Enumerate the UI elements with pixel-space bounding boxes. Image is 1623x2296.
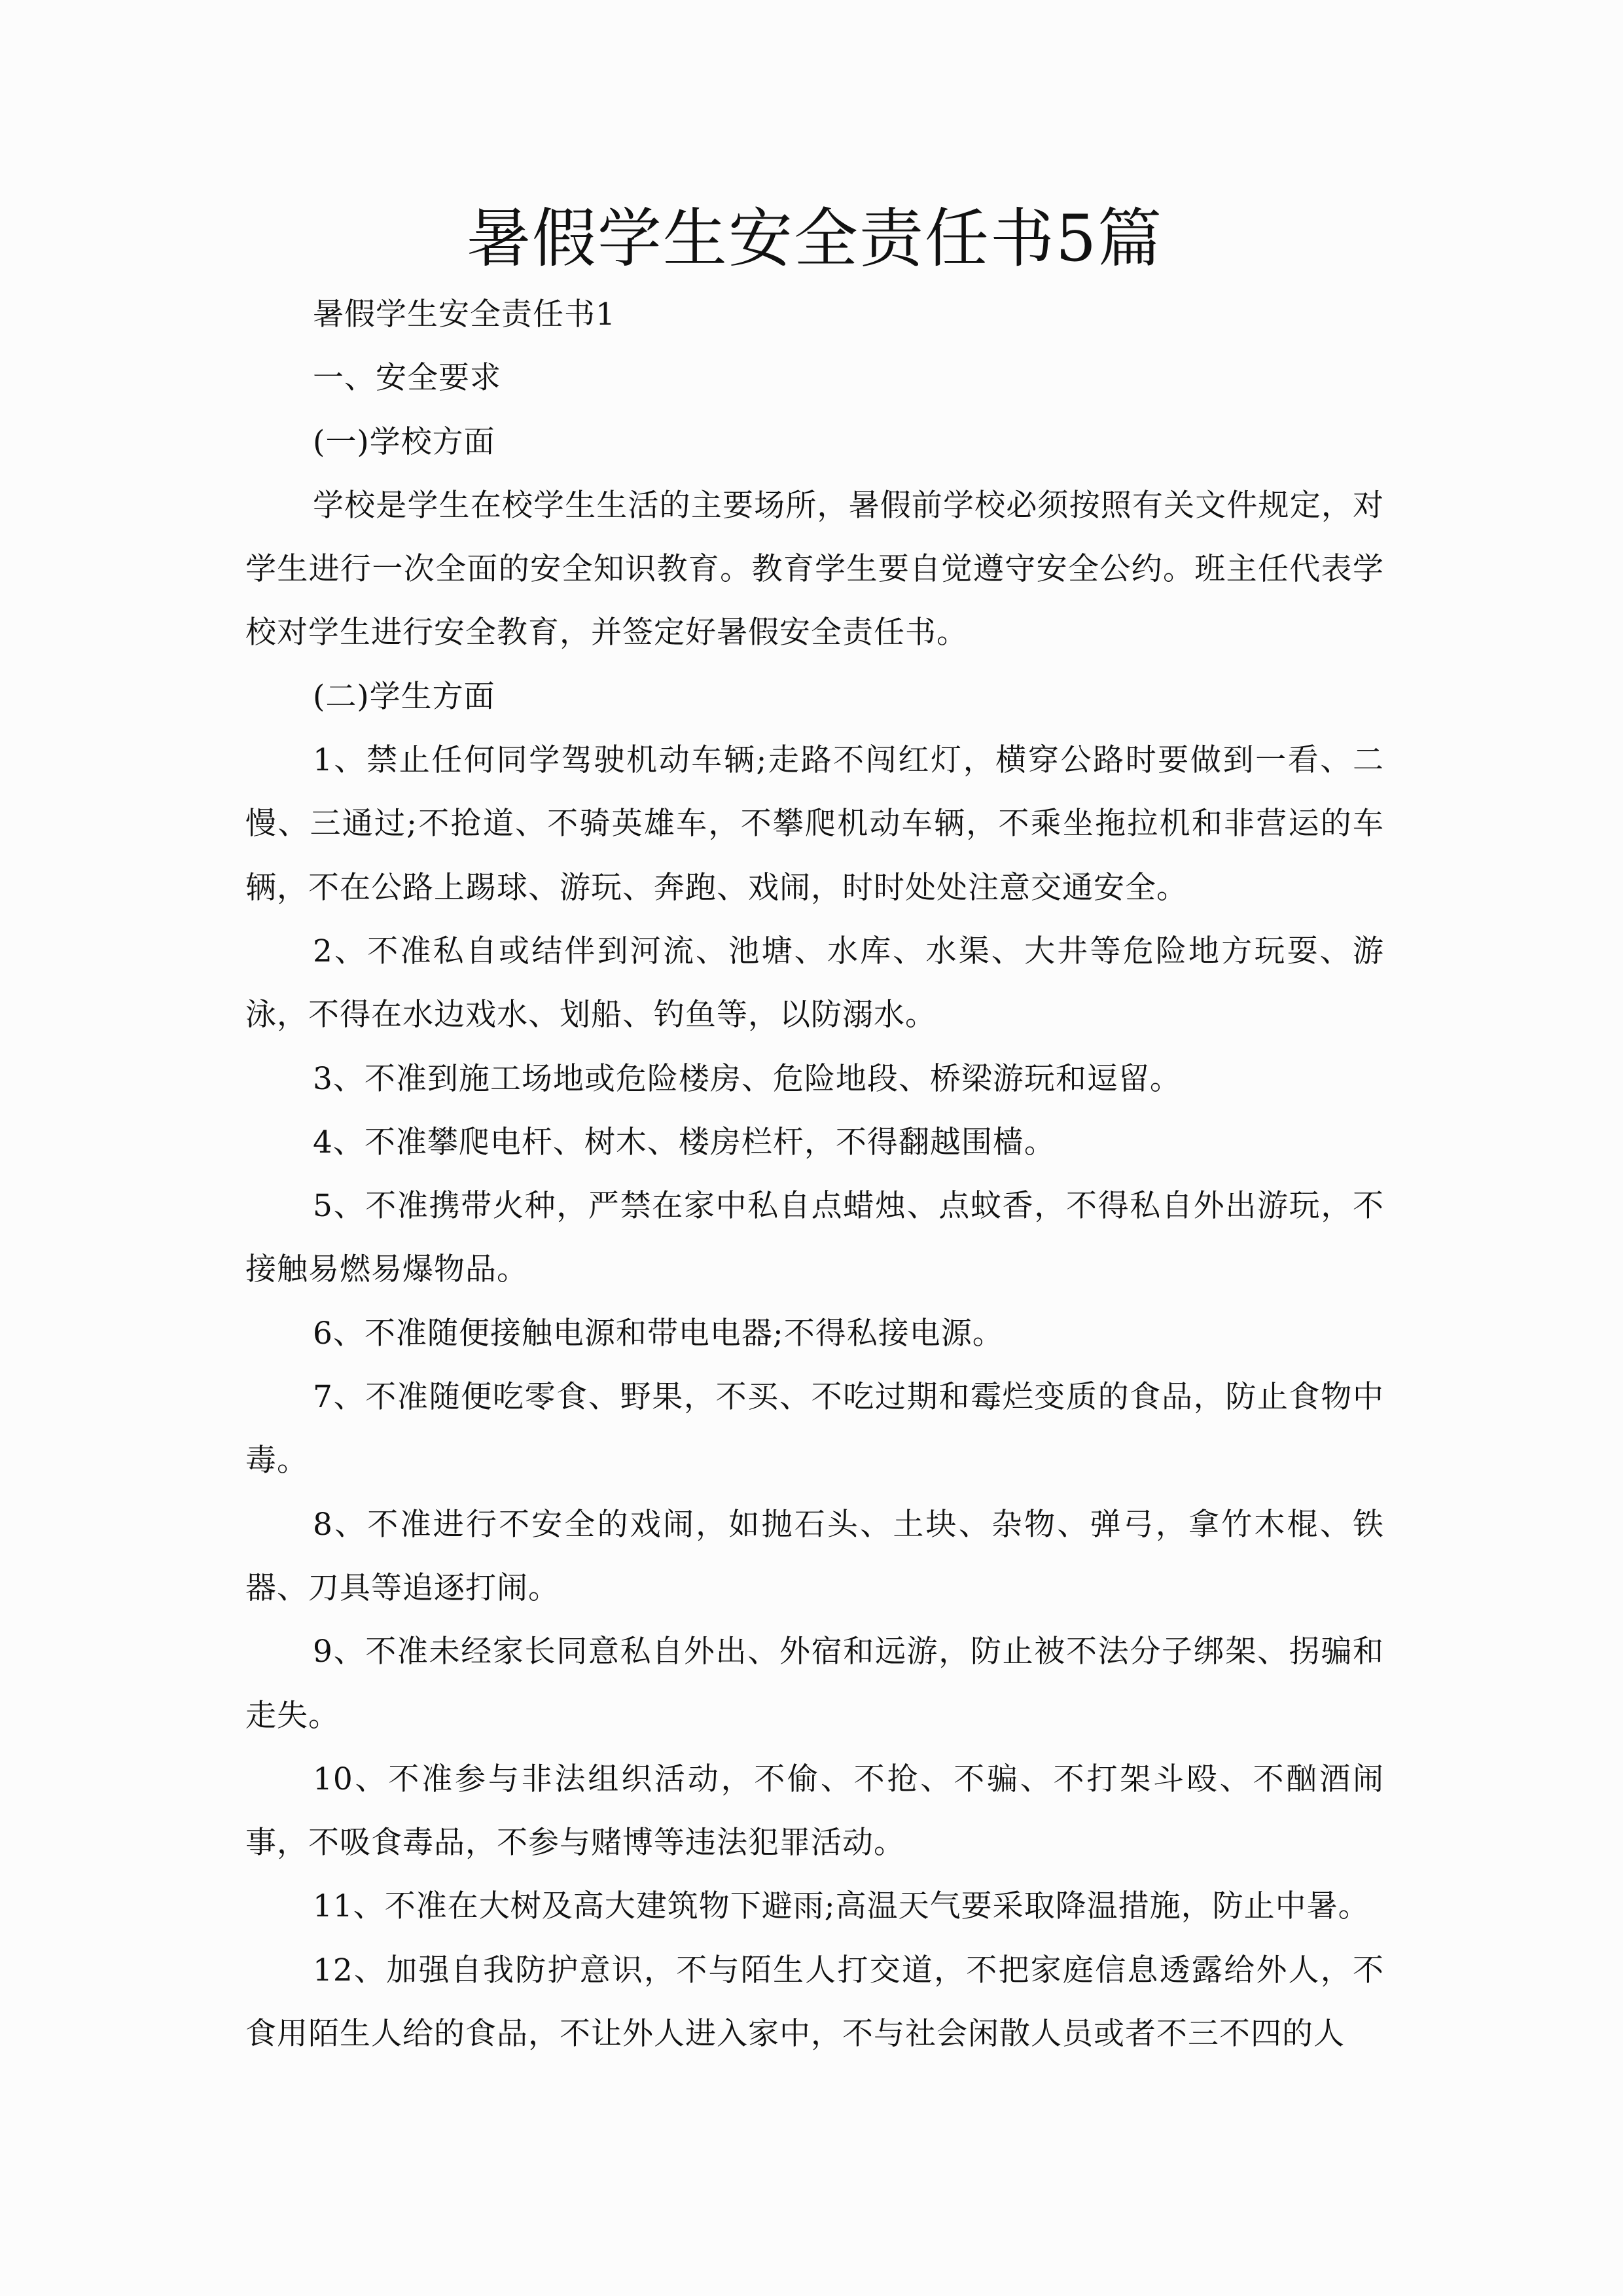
section-subtitle: 暑假学生安全责任书1	[313, 296, 616, 332]
rule-item-4: 4、不准攀爬电杆、树木、楼房栏杆，不得翻越围樯。	[313, 1124, 1056, 1160]
rule-item-10: 10、不准参与非法组织活动，不偷、不抢、不骗、不打架斗殴、不酗酒闹事，不吸食毒品，不参与赌博等违法犯罪活动。	[245, 1761, 1384, 1861]
subheading-student: (二)学生方面	[313, 678, 495, 715]
rule-item-9: 9、不准未经家长同意私自外出、外宿和远游，防止被不法分子绑架、拐骗和走失。	[245, 1634, 1384, 1734]
paragraph-school: 学校是学生在校学生生活的主要场所，暑假前学校必须按照有关文件规定，对学生进行一次全面的安全知识教育。教育学生要自觉遵守安全公约。班主任代表学校对学生进行安全教育，并签定好暑假安全责任书。	[245, 487, 1384, 651]
subheading-school: (一)学校方面	[313, 423, 495, 460]
rule-item-6: 6、不准随便接触电源和带电电器;不得私接电源。	[313, 1315, 1004, 1352]
rule-item-7: 7、不准随便吃零食、野果，不买、不吃过期和霉烂变质的食品，防止食物中毒。	[245, 1379, 1384, 1479]
heading-safety-requirements: 一、安全要求	[313, 360, 501, 397]
rule-item-5: 5、不准携带火种，严禁在家中私自点蜡烛、点蚊香，不得私自外出游玩，不接触易燃易爆物品。	[245, 1188, 1384, 1288]
rule-item-3: 3、不准到施工场地或危险楼房、危险地段、桥梁游玩和逗留。	[313, 1060, 1181, 1097]
document-body	[245, 283, 1384, 2066]
rule-item-8: 8、不准进行不安全的戏闹，如抛石头、土块、杂物、弹弓，拿竹木棍、铁器、刀具等追逐打闹。	[245, 1506, 1384, 1606]
rule-item-12: 12、加强自我防护意识，不与陌生人打交道，不把家庭信息透露给外人，不食用陌生人给的食品，不让外人进入家中，不与社会闲散人员或者不三不四的人	[245, 1952, 1384, 2053]
rule-item-1: 1、禁止任何同学驾驶机动车辆;走路不闯红灯，横穿公路时要做到一看、二慢、三通过;不抢道、不骑英雄车，不攀爬机动车辆，不乘坐拖拉机和非营运的车辆，不在公路上踢球、游玩、奔跑、戏闹，时时处处注意交通安全。	[245, 742, 1384, 906]
rule-item-2: 2、不准私自或结伴到河流、池塘、水库、水渠、大井等危险地方玩耍、游泳，不得在水边戏水、划船、钓鱼等，以防溺水。	[245, 933, 1384, 1033]
document-title: 暑假学生安全责任书5篇	[466, 202, 1164, 276]
rule-item-11: 11、不准在大树及高大建筑物下避雨;高温天气要采取降温措施，防止中暑。	[313, 1888, 1370, 1925]
